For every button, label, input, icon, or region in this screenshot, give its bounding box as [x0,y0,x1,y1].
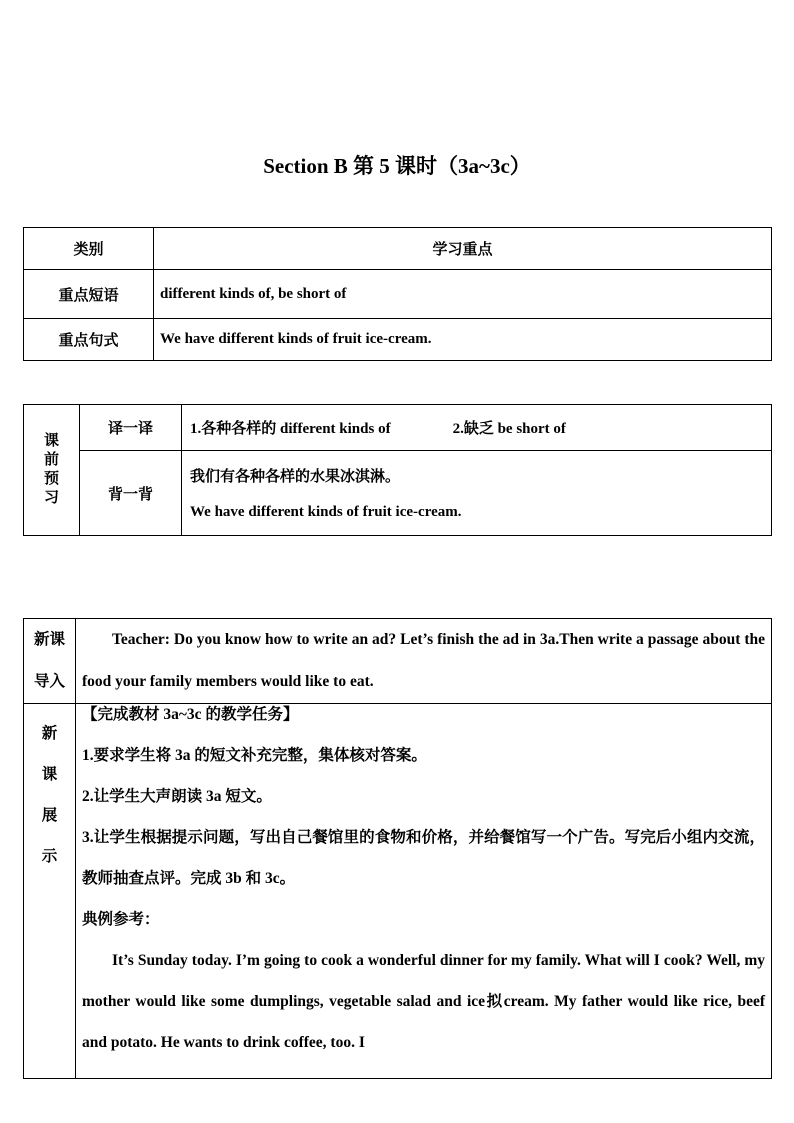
lesson-table [23,618,772,1079]
side-char: 前 [43,452,59,468]
task-step-3: 3.让学生根据提示问题，写出自己餐馆里的食物和价格，并给餐馆写一个广告。写完后小组内交流，教师抽查点评。完成 3b 和 3c。 [82,829,765,887]
intro-cell [76,619,772,704]
table-row [24,270,772,319]
translate-content [182,405,772,451]
side-char: 课 [43,433,59,449]
task-step-2: 2.让学生大声朗读 3a 短文。 [82,788,272,805]
example-label: 典例参考： [82,911,160,928]
page-title: Section B 第 5 课时（3a~3c） [263,154,531,178]
preview-side-label [24,405,80,536]
row-content-phrases: different kinds of, be short of [154,270,772,319]
recite-content [182,451,772,536]
key-points-table [23,227,772,361]
task-heading: 【完成教材 3a~3c 的教学任务】 [82,706,299,723]
side-char: 课 [41,766,58,783]
table-row [24,704,772,1079]
side-char: 预 [43,471,59,487]
translate-item-1: 1.各种各样的 different kinds of [190,421,391,437]
side-word: 导入 [33,673,65,690]
table-row [24,451,772,536]
table-row [24,405,772,451]
recite-line-chinese: 我们有各种各样的水果冰淇淋。 [190,469,401,485]
side-char: 新 [41,725,58,742]
preview-table [23,404,772,536]
recite-line-english: We have different kinds of fruit ice-cream. [190,504,462,520]
task-step-1: 1.要求学生将 3a 的短文补充完整，集体核对答案。 [82,747,427,764]
side-char: 习 [43,490,59,506]
recite-label: 背一背 [80,451,182,536]
table-row [24,619,772,704]
intro-side-label [24,619,76,704]
header-learning-focus: 学习重点 [154,228,772,270]
show-side-label [24,704,76,1079]
example-text: It’s Sunday today. I’m going to cook a wonderful dinner for my family. What will I cook? Well, my mother would like some dumplings, vegetable salad and ice拟cream. My father would like rice, beef and potato. He wants to drink coffee, too. I [82,952,765,1051]
translate-label: 译一译 [80,405,182,451]
side-char: 展 [41,807,58,824]
side-char: 示 [41,848,58,865]
side-word: 新课 [33,631,65,648]
task-cell [76,704,772,1079]
header-category: 类别 [24,228,154,270]
row-label-phrases: 重点短语 [24,270,154,319]
row-label-sentences: 重点句式 [24,319,154,361]
row-content-sentences: We have different kinds of fruit ice-cream. [154,319,772,361]
table-row [24,319,772,361]
intro-text: Teacher: Do you know how to write an ad? Let’s finish the ad in 3a.Then write a passage about the food your family members would like to eat. [82,631,765,690]
table-header-row [24,228,772,270]
translate-item-2: 2.缺乏 be short of [452,421,566,437]
